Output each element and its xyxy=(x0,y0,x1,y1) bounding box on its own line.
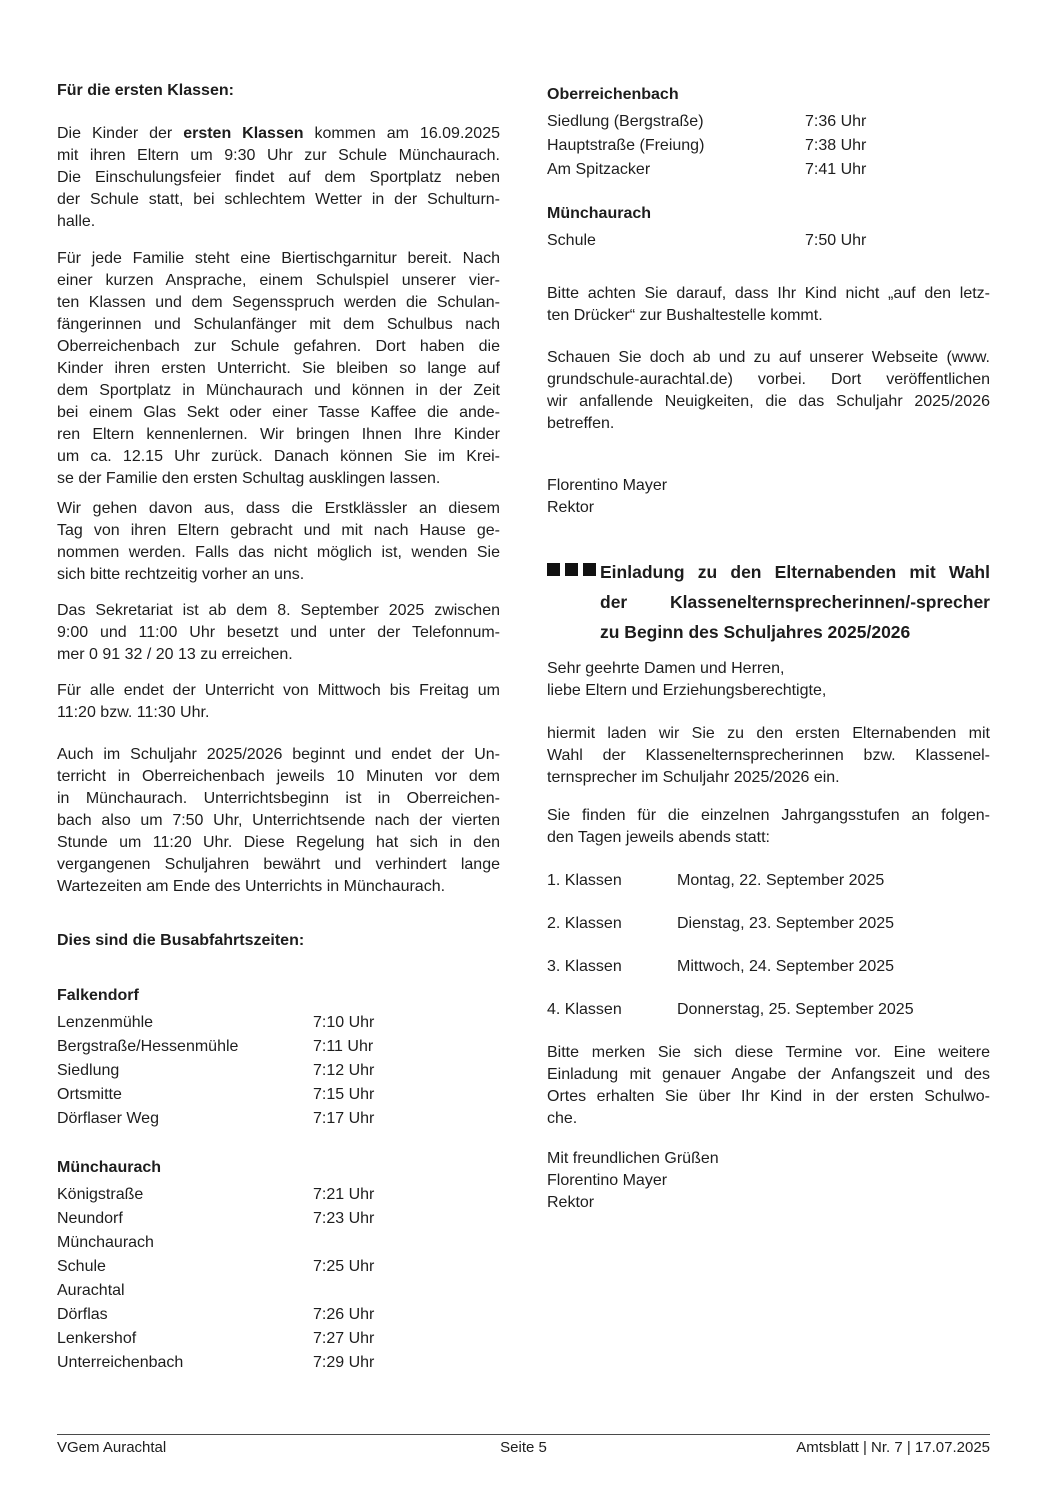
text-line: mit ihren Eltern um 9:30 Uhr zur Schule Münchaurach. xyxy=(57,147,500,164)
text-line: 9:00 und 11:00 Uhr besetzt und unter der Telefonnum- xyxy=(57,624,500,641)
text-line: einer kurzen Ansprache, einem Schulspiel unserer vier- xyxy=(57,272,500,289)
text-line: Tag von ihren Eltern gebracht und mit nach Hause ge- xyxy=(57,522,500,539)
bus-stop-name: Dörflas xyxy=(57,1306,108,1323)
signature-line: Florentino Mayer xyxy=(547,477,668,494)
bus-departure-time: 7:23 Uhr xyxy=(313,1210,375,1227)
paragraph-sekretariat xyxy=(57,600,500,666)
bus-stop-row xyxy=(57,1011,500,1035)
text-line: sich bitte rechtzeitig vorher an uns. xyxy=(57,566,305,583)
text-line: Für alle endet der Unterricht von Mittwoch bis Freitag um xyxy=(57,682,500,699)
bus-stop-name: Siedlung (Bergstraße) xyxy=(547,113,704,130)
heading-marker-squares-icon xyxy=(547,563,601,576)
right-column xyxy=(547,0,990,1440)
class-schedule-row xyxy=(547,956,990,978)
text-line: den Tagen jeweils abends statt: xyxy=(547,829,770,846)
bus-stop-name: Ortsmitte xyxy=(57,1086,122,1103)
text-line: Kinder ihren ersten Unterricht. Sie bleiben so lange auf xyxy=(57,360,500,377)
class-label: 2. Klassen xyxy=(547,915,622,932)
bus-departure-time: 7:50 Uhr xyxy=(805,232,867,249)
text-segment: kommen am 16.09.2025 xyxy=(303,125,500,142)
text-line: der Schule statt, bei schlechtem Wetter in der Schulturn- xyxy=(57,191,500,208)
text-line: liebe Eltern und Erziehungsberechtigte, xyxy=(547,682,827,699)
bus-departure-time: 7:26 Uhr xyxy=(313,1306,375,1323)
text-line: Einladung mit genauer Angabe der Anfangszeit und des xyxy=(547,1066,990,1083)
bus-stop-name: Neundorf xyxy=(57,1210,123,1227)
bus-stop-row xyxy=(57,1303,500,1327)
bus-departure-time: 7:11 Uhr xyxy=(313,1038,374,1055)
bus-stop-row xyxy=(57,1255,500,1279)
text-line: bach also um 7:50 Uhr, Unterrichtsende nach der vierten xyxy=(57,812,500,829)
bus-departure-time: 7:25 Uhr xyxy=(313,1258,375,1275)
class-date: Donnerstag, 25. September 2025 xyxy=(677,1001,914,1018)
bus-section-muenchaurach-schule xyxy=(547,203,990,253)
text-line: 11:20 bzw. 11:30 Uhr. xyxy=(57,704,210,721)
text-line: Das Sekretariat ist ab dem 8. September 2025 zwischen xyxy=(57,602,500,619)
paragraph-erstklaessler xyxy=(57,498,500,586)
invitation-heading-text xyxy=(600,557,990,647)
heading-line: Einladung zu den Elternabenden mit Wahl xyxy=(600,562,990,582)
bus-departure-time: 7:36 Uhr xyxy=(805,113,867,130)
section-heading-erste-klassen: Für die ersten Klassen: xyxy=(57,82,234,99)
heading-line: zu Beginn des Schuljahres 2025/2026 xyxy=(600,622,911,642)
text-line: hiermit laden wir Sie zu den ersten Elternabenden mit xyxy=(547,725,990,742)
text-line: Für jede Familie steht eine Biertischgarnitur bereit. Nach xyxy=(57,250,500,267)
bus-section-title: Münchaurach xyxy=(547,205,652,222)
text-line: che. xyxy=(547,1110,578,1127)
bus-stop-name: Siedlung xyxy=(57,1062,120,1079)
text-line: Sie finden für die einzelnen Jahrgangsstufen an folgen- xyxy=(547,807,990,824)
footer-publisher: VGem Aurachtal xyxy=(57,1439,167,1456)
text-line: Wartezeiten am Ende des Unterrichts in Münchaurach. xyxy=(57,878,446,895)
paragraph-einschulung xyxy=(57,123,500,233)
bus-stop-name: Königstraße xyxy=(57,1186,144,1203)
class-schedule-row xyxy=(547,913,990,935)
text-line: Wahl der Klassenelternsprecherinnen bzw. Klassenel- xyxy=(547,747,990,764)
text-line: dem Sportplatz in Münchaurach und können in der Zeit xyxy=(57,382,500,399)
bus-rows xyxy=(57,1011,500,1131)
text-line: ten Drücker“ zur Bushaltestelle kommt. xyxy=(547,307,823,324)
bus-times-heading: Dies sind die Busabfahrtszeiten: xyxy=(57,932,305,949)
paragraph-unterrichtsende xyxy=(57,680,500,724)
text-line: terricht in Oberreichenbach jeweils 10 Minuten vor dem xyxy=(57,768,500,785)
paragraph-termine xyxy=(547,1042,990,1130)
bus-stop-row xyxy=(57,1327,500,1351)
text-line: halle. xyxy=(57,213,96,230)
bus-stop-name: Hauptstraße (Freiung) xyxy=(547,137,705,154)
class-label: 1. Klassen xyxy=(547,872,622,889)
class-date: Mittwoch, 24. September 2025 xyxy=(677,958,895,975)
text-segment-bold: ersten Klassen xyxy=(183,125,304,142)
text-line xyxy=(57,123,500,145)
bus-section-title: Oberreichenbach xyxy=(547,86,679,103)
bus-stop-name: Schule xyxy=(57,1258,106,1275)
signature-line: Florentino Mayer xyxy=(547,1172,668,1189)
text-line: in Münchaurach. Unterrichtsbeginn ist in Oberreichen- xyxy=(57,790,500,807)
left-column xyxy=(57,0,500,1440)
bus-departure-time: 7:38 Uhr xyxy=(805,137,867,154)
text-line: Sehr geehrte Damen und Herren, xyxy=(547,660,785,677)
bus-section-muenchaurach xyxy=(57,1157,500,1375)
class-date: Dienstag, 23. September 2025 xyxy=(677,915,895,932)
paragraph-einladung xyxy=(547,723,990,789)
text-line: nommen werden. Falls das nicht möglich ist, wenden Sie xyxy=(57,544,500,561)
paragraph-druecker xyxy=(547,283,990,327)
bus-departure-time: 7:15 Uhr xyxy=(313,1086,375,1103)
text-line: Ortes erhalten Sie über Ihr Kind in der ersten Schulwo- xyxy=(547,1088,990,1105)
bus-stop-name: Schule xyxy=(547,232,596,249)
text-line: se der Familie den ersten Schultag ausklingen lassen. xyxy=(57,470,441,487)
bus-stop-row xyxy=(547,229,990,253)
bus-stop-row xyxy=(547,110,990,134)
bus-departure-time: 7:29 Uhr xyxy=(313,1354,375,1371)
paragraph-jahrgangsstufen xyxy=(547,805,990,849)
text-line: bei einem Glas Sekt oder einer Tasse Kaffee die ande- xyxy=(57,404,500,421)
salutation xyxy=(547,658,990,702)
class-schedule-row xyxy=(547,999,990,1021)
bus-stop-name: Dörflaser Weg xyxy=(57,1110,159,1127)
text-line: betreffen. xyxy=(547,415,615,432)
class-date: Montag, 22. September 2025 xyxy=(677,872,885,889)
square-icon xyxy=(583,563,596,576)
paragraph-schuljahr xyxy=(57,744,500,898)
signature-top xyxy=(547,475,990,519)
bus-section-falkendorf xyxy=(57,985,500,1131)
bus-stop-row xyxy=(57,1083,500,1107)
class-label: 3. Klassen xyxy=(547,958,622,975)
text-line: Wir gehen davon aus, dass die Erstklässler an diesem xyxy=(57,500,500,517)
bus-stop-row xyxy=(57,1107,500,1131)
class-schedule xyxy=(547,870,990,1042)
bus-departure-time: 7:12 Uhr xyxy=(313,1062,375,1079)
bus-stop-name: Lenzenmühle xyxy=(57,1014,154,1031)
bus-stop-row xyxy=(547,134,990,158)
invitation-heading xyxy=(547,557,990,647)
class-schedule-row xyxy=(547,870,990,892)
text-line: Oberreichenbach zur Schule gefahren. Dort haben die xyxy=(57,338,500,355)
footer xyxy=(57,1434,990,1457)
closing-signature xyxy=(547,1148,990,1214)
bus-stop-row xyxy=(57,1351,500,1375)
text-line: fängerinnen und Schulanfänger mit dem Schulbus nach xyxy=(57,316,500,333)
bus-departure-time: 7:21 Uhr xyxy=(313,1186,375,1203)
text-line: Schauen Sie doch ab und zu auf unserer Webseite (www. xyxy=(547,349,990,366)
text-line: Die Einschulungsfeier findet auf dem Sportplatz neben xyxy=(57,169,500,186)
paragraph-familie xyxy=(57,248,500,490)
bus-stop-name: Aurachtal xyxy=(57,1282,125,1299)
class-label: 4. Klassen xyxy=(547,1001,622,1018)
bus-stop-row xyxy=(57,1059,500,1083)
bus-departure-time: 7:27 Uhr xyxy=(313,1330,375,1347)
bus-rows xyxy=(547,229,990,253)
footer-page-number: Seite 5 xyxy=(500,1439,547,1456)
bus-section-oberreichenbach xyxy=(547,84,990,182)
bus-rows xyxy=(547,110,990,182)
bus-departure-time: 7:41 Uhr xyxy=(805,161,867,178)
text-line: ten Klassen und dem Segensspruch werden die Schulan- xyxy=(57,294,500,311)
square-icon xyxy=(565,563,578,576)
text-line: ren Eltern kennenlernen. Wir bringen Ihnen Ihre Kinder xyxy=(57,426,500,443)
bus-stop-name: Münchaurach xyxy=(57,1234,154,1251)
signature-line: Rektor xyxy=(547,1194,595,1211)
bus-stop-name: Unterreichenbach xyxy=(57,1354,184,1371)
signature-line: Rektor xyxy=(547,499,595,516)
bus-departure-time: 7:17 Uhr xyxy=(313,1110,375,1127)
text-line: grundschule-aurachtal.de) vorbei. Dort veröffentlichen xyxy=(547,371,990,388)
bus-stop-name: Am Spitzacker xyxy=(547,161,651,178)
footer-issue-info: Amtsblatt | Nr. 7 | 17.07.2025 xyxy=(796,1439,990,1456)
text-line: wir anfallende Neuigkeiten, die das Schuljahr 2025/2026 xyxy=(547,393,990,410)
text-line: mer 0 91 32 / 20 13 zu erreichen. xyxy=(57,646,293,663)
bus-stop-name: Lenkershof xyxy=(57,1330,137,1347)
bus-section-title: Falkendorf xyxy=(57,987,139,1004)
bus-stop-row xyxy=(57,1231,500,1255)
paragraph-webseite xyxy=(547,347,990,435)
text-line: Bitte merken Sie sich diese Termine vor. Eine weitere xyxy=(547,1044,990,1061)
signature-line: Mit freundlichen Grüßen xyxy=(547,1150,719,1167)
bus-stop-row xyxy=(57,1035,500,1059)
bus-stop-row xyxy=(57,1183,500,1207)
heading-line: der Klassenelternsprecherinnen/-sprecher xyxy=(600,592,990,612)
text-line: vergangenen Schuljahren bewährt und verhindert lange xyxy=(57,856,500,873)
text-line: Stunde um 11:20 Uhr. Diese Regelung hat sich in den xyxy=(57,834,500,851)
bus-stop-row xyxy=(547,158,990,182)
text-line: um ca. 12.15 Uhr zurück. Danach können Sie im Krei- xyxy=(57,448,500,465)
text-line: Bitte achten Sie darauf, dass Ihr Kind nicht „auf den letz- xyxy=(547,285,990,302)
text-line: Auch im Schuljahr 2025/2026 beginnt und endet der Un- xyxy=(57,746,500,763)
bus-stop-name: Bergstraße/Hessenmühle xyxy=(57,1038,239,1055)
bus-departure-time: 7:10 Uhr xyxy=(313,1014,375,1031)
text-line: ternsprecher im Schuljahr 2025/2026 ein. xyxy=(547,769,840,786)
text-segment: Die Kinder der xyxy=(57,125,184,142)
bus-section-title: Münchaurach xyxy=(57,1159,162,1176)
square-icon xyxy=(547,563,560,576)
bus-rows xyxy=(57,1183,500,1375)
bus-stop-row xyxy=(57,1279,500,1303)
bus-stop-row xyxy=(57,1207,500,1231)
